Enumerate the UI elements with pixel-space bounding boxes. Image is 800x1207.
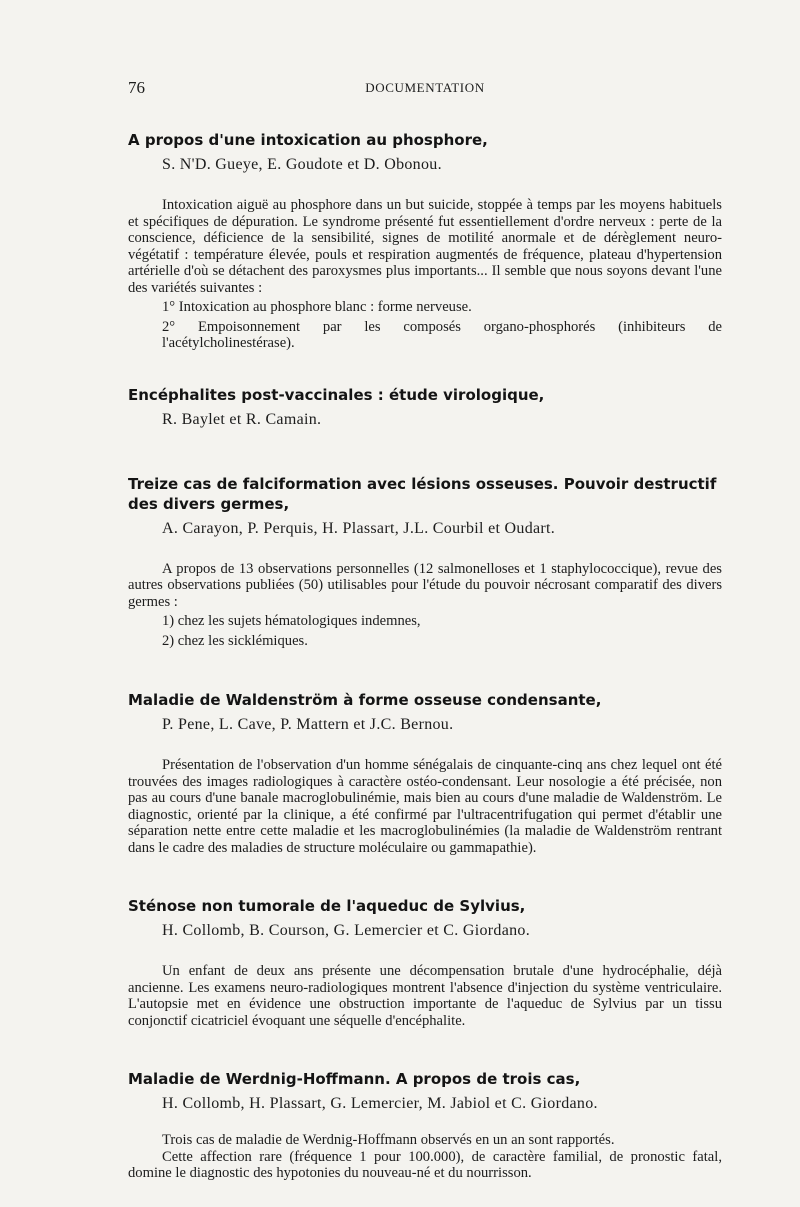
article-title: Encéphalites post-vaccinales : étude virologique, <box>128 385 545 404</box>
abstract-paragraph: A propos de 13 observations personnelles (12 salmonelloses et 1 staphylococcique), revue des autres observations publiées (50) utilisables pour l'étude du pouvoir nécrosant comparatif des divers germes : <box>128 560 722 610</box>
page-content <box>128 130 722 1182</box>
list-item: 1) chez les sujets hématologiques indemnes, <box>162 613 421 629</box>
article-authors: H. Collomb, B. Courson, G. Lemercier et C. Giordano. <box>162 922 530 939</box>
article-authors: A. Carayon, P. Perquis, H. Plassart, J.L. Courbil et Oudart. <box>162 519 556 537</box>
article-encephalites <box>128 385 722 430</box>
abstract-paragraph: Cette affection rare (fréquence 1 pour 100.000), de caractère familial, de pronostic fatal, domine le diagnostic des hypotonies du nouveau-né et du nourrisson. <box>128 1148 722 1181</box>
article-waldenstrom <box>128 690 722 856</box>
article-abstract <box>128 1132 722 1182</box>
abstract-paragraph: Un enfant de deux ans présente une décompensation brutale d'une hydrocéphalie, déjà ancienne. Les examens neuro-radiologiques montrent l'absence d'injection du système ventriculaire. L'autopsie met en évidence une obstruction importante de l'aqueduc de Sylvius par un tissu conjonctif cicatriciel évoquant une séquelle d'encéphalite. <box>128 963 722 1029</box>
article-phosphore <box>128 130 722 352</box>
article-authors: P. Pene, L. Cave, P. Mattern et J.C. Bernou. <box>162 716 454 733</box>
article-authors: S. N'D. Gueye, E. Goudote et D. Obonou. <box>162 156 442 173</box>
abstract-paragraph: Intoxication aiguë au phosphore dans un but suicide, stoppée à temps par les moyens habituels et spécifiques de dépuration. Le syndrome présenté fut essentiellement d'ordre nerveux : perte de la conscience, déficience de la sensibilité, signes de motilité anormale et de dérèglement neuro-végétatif : température élevée, pouls et respiration augmentés de fréquence, plateau d'hypertension artérielle d'où se détachent des paroxysmes plus importants... Il semble que nous soyons devant l'une des variétés suivantes : <box>128 197 722 296</box>
list-item: 2° Empoisonnement par les composés organo-phosphorés (inhibiteurs de l'acétylcholinestérase). <box>162 318 722 351</box>
article-title: Maladie de Werdnig-Hoffmann. A propos de trois cas, <box>128 1070 581 1088</box>
list-item: 2) chez les sicklémiques. <box>162 632 308 649</box>
article-abstract <box>128 963 722 1029</box>
article-sylvius <box>128 896 722 1029</box>
article-title: A propos d'une intoxication au phosphore, <box>128 131 488 149</box>
article-authors: R. Baylet et R. Camain. <box>162 410 322 428</box>
abstract-paragraph: Présentation de l'observation d'un homme sénégalais de cinquante-cinq ans chez lequel ont été trouvées des images radiologiques à caractère ostéo-condensant. Leur nosologie a été précisée, non pas au cours d'une banale macroglobulinémie, mais bien au cours d'une maladie de Waldenström. Le diagnostic, orienté par la clinique, a été confirmé par l'ultracentrifugation qui permet d'établir une séparation nette entre cette maladie et les macroglobulinémies (la maladie de Waldenström rentrant dans le cadre des maladies de structure moléculaire ou gammapathie). <box>128 757 722 856</box>
article-abstract <box>128 757 722 856</box>
article-falciformation <box>128 474 722 650</box>
abstract-paragraph: Trois cas de maladie de Werdnig-Hoffmann observés en un an sont rapportés. <box>162 1132 615 1148</box>
article-authors: H. Collomb, H. Plassart, G. Lemercier, M. Jabiol et C. Giordano. <box>162 1095 598 1112</box>
page-number: 76 <box>128 78 145 97</box>
running-title: DOCUMENTATION <box>365 80 485 95</box>
article-title: Treize cas de falciformation avec lésions osseuses. Pouvoir destructif des divers germes, <box>128 474 717 513</box>
abstract-list <box>162 299 722 352</box>
list-item: 1° Intoxication au phosphore blanc : forme nerveuse. <box>162 299 472 315</box>
article-werdnig-hoffmann <box>128 1069 722 1182</box>
article-title: Maladie de Waldenström à forme osseuse condensante, <box>128 691 602 709</box>
abstract-list <box>162 613 722 649</box>
article-title: Sténose non tumorale de l'aqueduc de Sylvius, <box>128 897 526 915</box>
article-abstract <box>128 561 722 650</box>
article-abstract <box>128 197 722 352</box>
